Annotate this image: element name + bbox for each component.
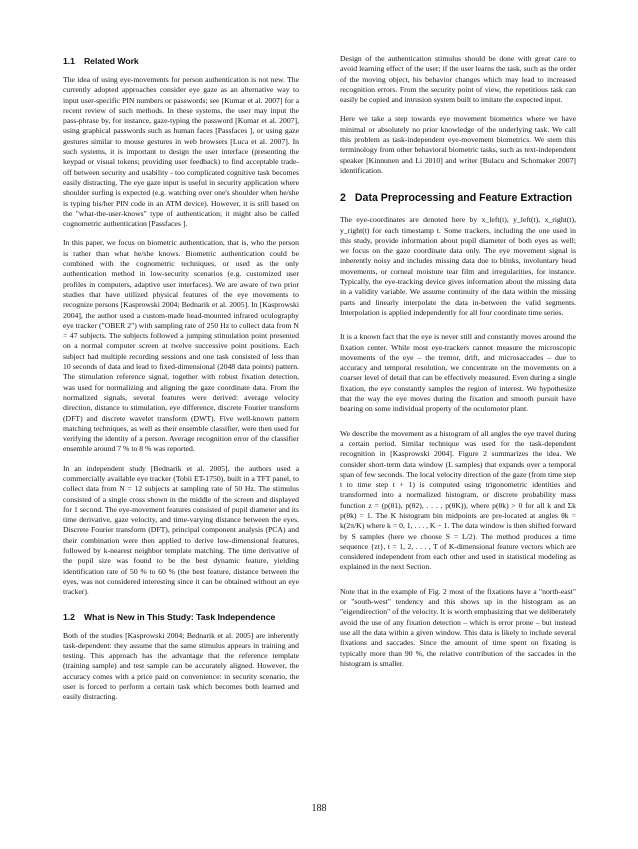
section-number: 2 [340, 192, 346, 205]
paragraph: Both of the studies [Kasprowski 2004; Bednarik et al. 2005] are inherently task-dependent: they assume that the same stimulus appears in training and testing. This approach has the advantage that the reference template (training sample) and test sample can be accurately aligned. However, the accuracy comes with a price paid on convenience: in security scenario, the user is forced to perform a certain task which becomes both learned and easily distracting. [63, 630, 299, 702]
section-title: What is New in This Study: Task Independence [83, 611, 276, 622]
paragraph: Here we take a step towards eye movement biometrics where we have minimal or absolutely no prior knowledge of the underlying task. We call this problem as task-independent eye-movement biometrics. We stem this terminology from other behavioral biometric tasks, such as text-independent speaker [Kinnunen and Li 2010] and writer [Bulacu and Schomaker 2007] identification. [340, 114, 576, 175]
right-column [340, 54, 576, 678]
paragraph: In this paper, we focus on biometric authentication, that is, who the person is rather than what he/she knows. Biometric authentication could be combined with the cognometric techniques, or used as the only authentication method in low-security scenarios (e.g. customized user profiles in computers, adaptive user interfaces). We are aware of two prior studies that have utilized physical features of the eye movements to recognize persons [Kasprowski 2004; Bednarik et al. 2005]. In [Kasprowski 2004], the author used a custom-made head-mounted infrared oculography eye tracker ("OBER 2") with sampling rate of 250 Hz to collect data from N = 47 subjects. The subjects followed a jumping stimulation point presented on a normal computer screen at twelve successive point positions. Each subject had multiple recording sessions and one task consisted of less than 10 seconds of data and lead to fixed-dimensional (2048 data points) pattern. The stimulation reference signal, together with robust fixation detection, was used for normalizing and aligning the gaze coordinate data. From the normalized signals, several features were derived: average velocity direction, distance to stimulation, eye difference, discrete Fourier transform (DFT) and discrete wavelet transform (DWT). Five well-known pattern matching techniques, as well as their ensemble classifier, were then used for verifying the identity of a person. Average recognition error of the classifier ensemble around 7 % to 8 % was reported. [63, 238, 299, 454]
section-number: 1.2 [63, 611, 75, 622]
paragraph: The eye-coordinates are denoted here by x_left(t), y_left(t), x_right(t), y_right(t) for each timestamp t. Some trackers, including the one used in this study, provide information about pupil diameter of both eyes as well; we focus on the gaze coordinate data only. The eye movement signal is inherently noisy and includes missing data due to blinks, involuntary head movements, or corneal moisture tear film and irregularities, for instance. Typically, the eye-tracking device gives information about the missing data in a validity variable. We assume continuity of the data within the missing parts and linearly interpolate the data in-between the valid segments. Interpolation is applied independently for all four coordinate time series. [340, 215, 576, 317]
paragraph: Design of the authentication stimulus should be done with great care to avoid learning effect of the user; if the user learns the task, such as the order of the moving object, his behavior changes which may lead to increased recognition errors. From the security point of view, the repetitious task can easily be copied and intrusion system built to imitate the expected input. [340, 54, 576, 105]
paragraph: It is a known fact that the eye is never still and constantly moves around the fixation center. While most eye-trackers cannot measure the microscopic movements of the eye – the tremor, drift, and microsaccades – due to accuracy and temporal resolution, we concentrate on the movements on a coarser level of detail that can be effectively measured. Even during a single fixation, the eye constantly samples the region of interest. We hypothesize that the way the eye moves during the fixation and smooth pursuit have bearing on some individual property of the oculomotor plant. [340, 332, 576, 414]
paragraph: In an independent study [Bednarik et al. 2005], the authors used a commercially available eye tracker (Tobii ET-1750), built in a TFT panel, to collect data from N = 12 subjects at sampling rate of 50 Hz. The stimulus consisted of a single cross shown in the middle of the screen and displayed for 1 second. The eye-movement features consisted of pupil diameter and its time derivative, gaze velocity, and time-varying distance between the eyes. Discrete Fourier transform (DFT), principal component analysis (PCA) and their combination were then applied to derive low-dimensional features, followed by k-nearest neighbor template matching. The time derivative of the pupil size was found to be the best dynamic feature, yielding identification rate of 50 % to 60 % (the best feature, distance between the eyes, was not considered interesting since it can be obtained without an eye tracker). [63, 463, 299, 597]
section-heading-2 [340, 192, 576, 205]
section-number: 1.1 [63, 56, 75, 66]
paragraph: Note that in the example of Fig. 2 most of the fixations have a "north-east" or "south-west" tendency and this shows up in the histogram as an "eigendirection" of the velocity. It is worth emphasizing that we deliberately avoid the use of any fixation detection – which is error prone – but instead use all the data within a given window. This data is likely to include several fixations and saccades. Since the amount of time spent on fixating is typically more than 90 %, the relative contribution of the saccades in the histogram is smaller. [340, 586, 576, 668]
paragraph: The idea of using eye-movements for person authentication is not new. The currently adopted approaches consider eye gaze as an alternative way to input user-specific PIN numbers or passwords; see [Kumar et al. 2007] for a recent review of such methods. In these systems, the user may input the pass-phrase by, for instance, gaze-typing the password [Kumar et al. 2007], using graphical passwords such as human faces [Passfaces ], or using gaze gestures similar to mouse gestures in web browsers [Luca et al. 2007]. In such systems, it is important to design the user interface (presenting the keypad or visual tokens; providing user feedback) to find acceptable trade-off between security and usability - too complicated cognitive task becomes easily distracting. The eye gaze input is useful in security application where shoulder surfing is expected (e.g. watching over one's shoulder when he/she is typing his/her PIN code in an ATM device). However, it is still based on the "what-the-user-knows" type of authentication; it might also be called cognometric authentication [Passfaces ]. [63, 75, 299, 229]
section-title: Data Preprocessing and Feature Extraction [354, 192, 573, 205]
section-title: Related Work [83, 56, 139, 66]
section-heading-1-2 [63, 612, 299, 623]
section-heading-1-1 [63, 56, 299, 67]
page-number: 188 [311, 803, 327, 814]
paragraph: We describe the movement as a histogram of all angles the eye travel during a certain period. Similar technique was used for the task-dependent recognition in [Kasprowski 2004]. Figure 2 summarizes the idea. We consider short-term data window (L samples) that expands over a temporal span of few seconds. The local velocity direction of the gaze (from time step t to time step t + 1) is computed using trigonometric identities and transformed into a normalized histogram, or discrete probability mass function z = (p(θ1), p(θ2), . . . , p(θK)), where p(θk) > 0 for all k and Σk p(θk) = 1. The K histogram bin midpoints are pre-located at angles θk = k(2π/K) where k = 0, 1, . . . , K − 1. The data window is then shifted forward by S samples (here we choose S = L/2). The method produces a time sequence {zt}, t = 1, 2, . . . , T of K-dimensional feature vectors which are considered independent from each other and used in statistical modeling as explained in the next Section. [340, 428, 576, 572]
left-column [63, 54, 299, 712]
